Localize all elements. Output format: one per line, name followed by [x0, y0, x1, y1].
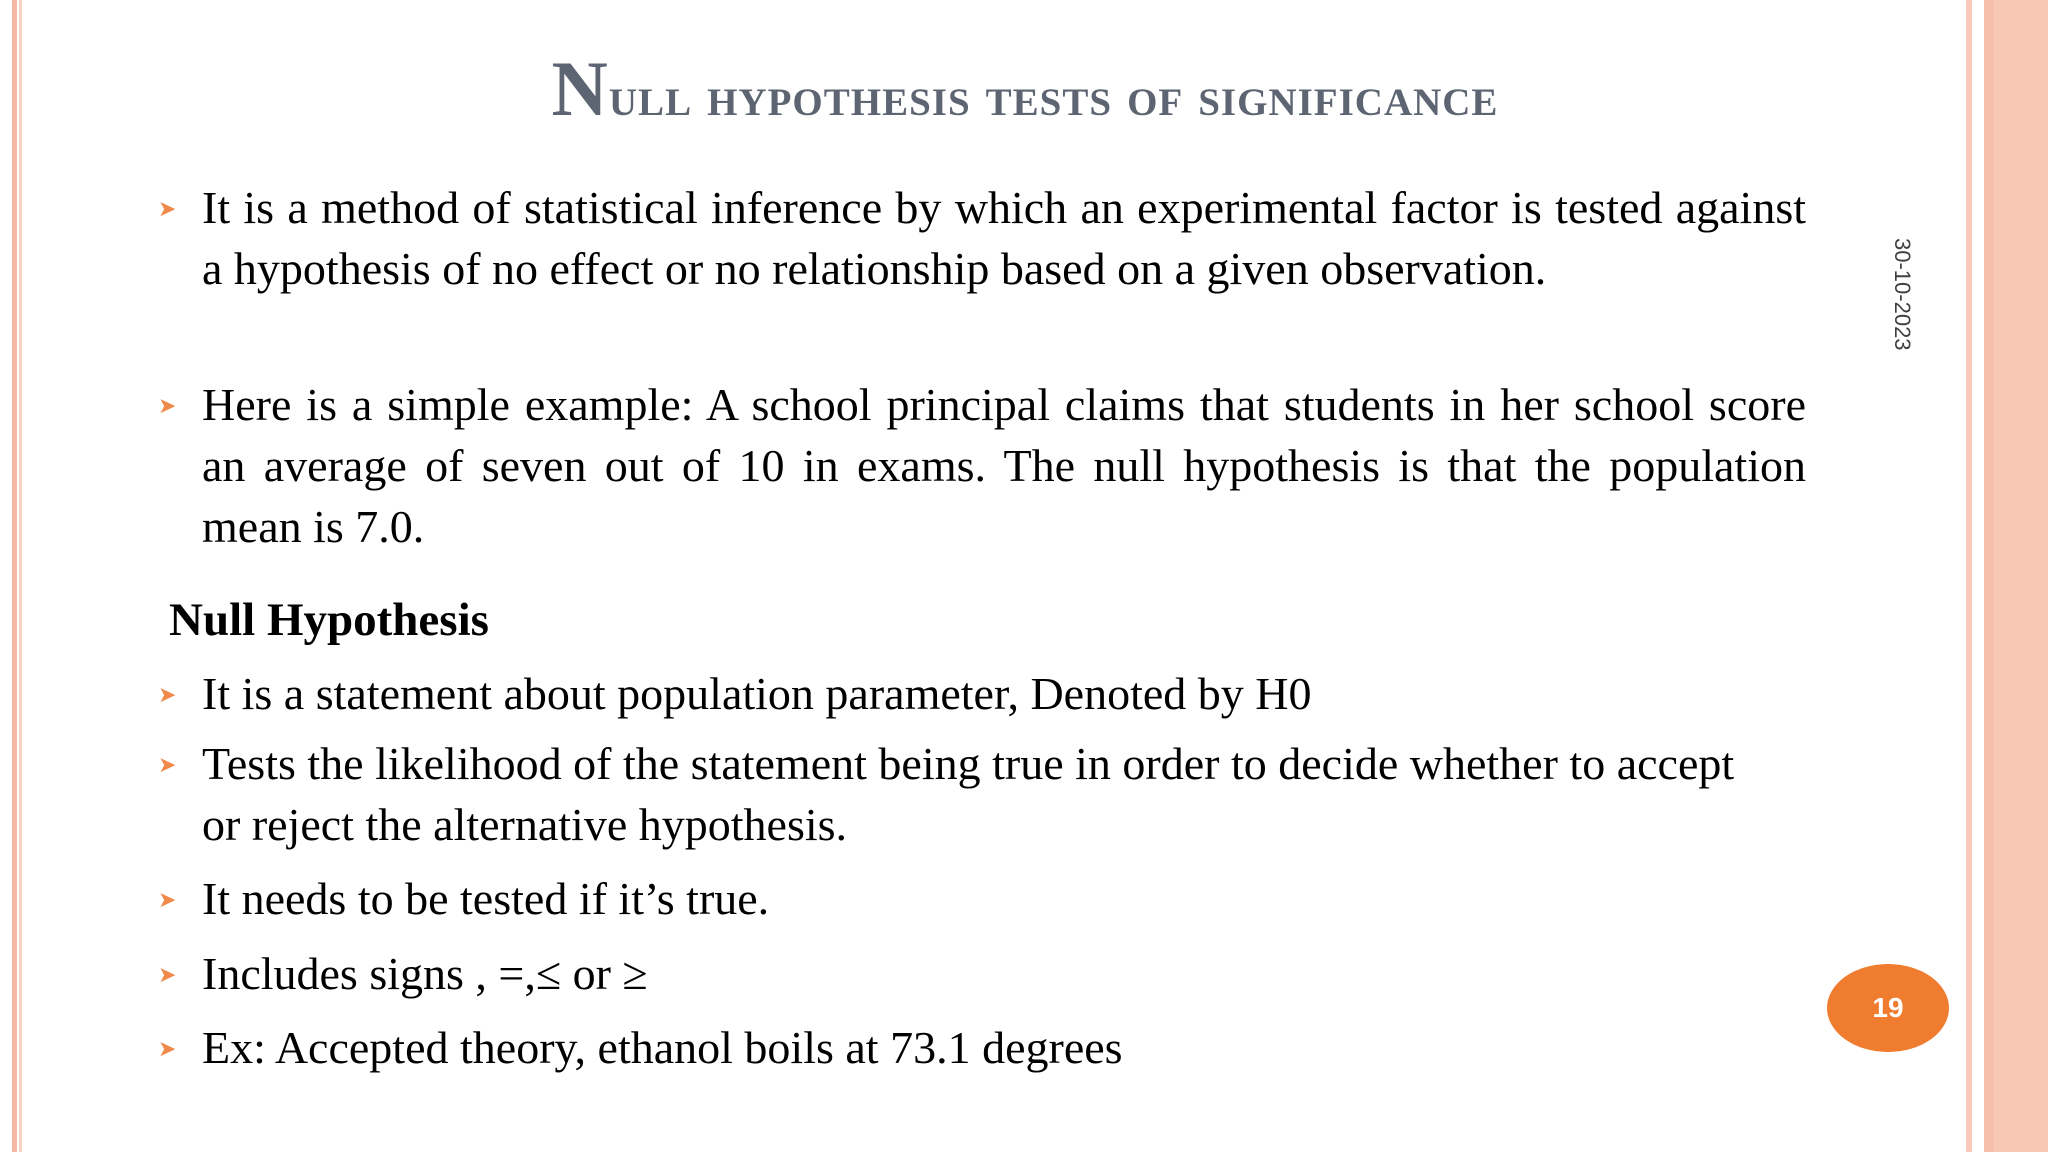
- slide-title: [150, 44, 1900, 134]
- list-item: [158, 177, 1806, 299]
- left-border-band: [19, 0, 22, 1152]
- page-number-badge: 19: [1827, 964, 1949, 1052]
- arrowhead-icon: ➤: [158, 196, 177, 221]
- right-decorative-border: [1966, 0, 2048, 1152]
- title-rest: ull hypothesis tests of significance: [608, 66, 1499, 128]
- title-first-letter: N: [551, 45, 609, 132]
- bullet-text: It is a statement about population parameter, Denoted by H0: [202, 668, 1312, 719]
- list-item: [158, 1017, 1806, 1078]
- bullet-text: Ex: Accepted theory, ethanol boils at 73.1 degrees: [202, 1022, 1123, 1073]
- arrowhead-icon: ➤: [158, 1036, 177, 1061]
- section-heading: Null Hypothesis: [169, 594, 489, 646]
- bullet-text: Tests the likelihood of the statement being true in order to decide whether to accept or reject the alternative hypothesis.: [202, 738, 1735, 850]
- left-border-band: [12, 0, 17, 1152]
- right-border-band: [1984, 0, 1994, 1152]
- list-item: [158, 943, 1806, 1004]
- bullet-text: It is a method of statistical inference by which an experimental factor is tested against a hypothesis of no effect or no relationship based on a given observation.: [202, 182, 1806, 294]
- left-decorative-border: [0, 0, 26, 1152]
- arrowhead-icon: ➤: [158, 752, 177, 777]
- right-border-band: [1966, 0, 1972, 1152]
- date-label: 30-10-2023: [1890, 238, 1915, 351]
- list-item: [158, 374, 1806, 557]
- bullet-text: Includes signs , =,≤ or ≥: [202, 948, 648, 999]
- arrowhead-icon: ➤: [158, 393, 177, 418]
- arrowhead-icon: ➤: [158, 887, 177, 912]
- right-border-band: [1994, 0, 2048, 1152]
- list-item: [158, 663, 1806, 724]
- arrowhead-icon: ➤: [158, 682, 177, 707]
- arrowhead-icon: ➤: [158, 962, 177, 987]
- bullet-text: It needs to be tested if it’s true.: [202, 873, 770, 924]
- bullet-text: Here is a simple example: A school principal claims that students in her school score an average of seven out of 10 in exams. The null hypothesis is that the population mean is 7.0.: [202, 379, 1806, 552]
- list-item: [158, 733, 1758, 855]
- right-border-band: [1976, 0, 1984, 1152]
- list-item: [158, 868, 1806, 929]
